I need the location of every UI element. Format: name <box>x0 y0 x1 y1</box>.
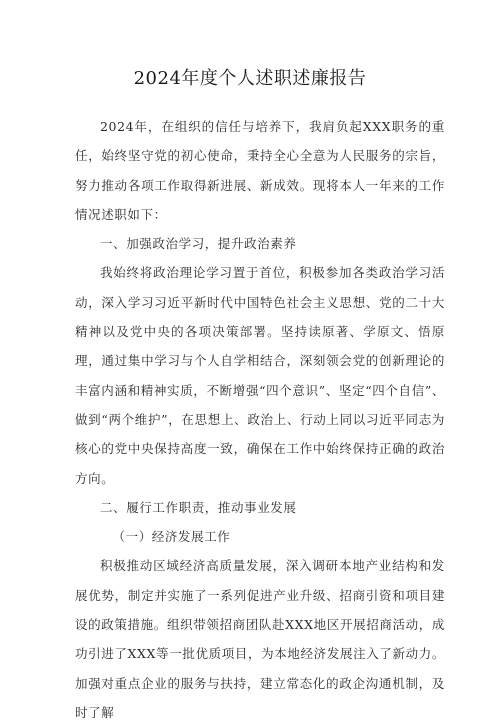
section-1-heading: 一、加强政治学习，提升政治素养 <box>100 236 297 252</box>
document-body <box>75 112 445 727</box>
section-2-subheading-1: （一）经济发展工作 <box>112 529 231 545</box>
document-title: 2024年度个人述职述廉报告 <box>133 68 367 89</box>
section-2-heading: 二、履行工作职责，推动事业发展 <box>100 499 297 515</box>
section-2-sub-1-paragraph: 积极推动区域经济高质量发展，深入调研本地产业结构和发展优势，制定并实施了一系列促进产业升级、招商引资和项目建设的政策措施。组织带领招商团队赴XXX地区开展招商活动，成功引进了XXX等一批优质项目，为本地经济发展注入了新动力。加强对重点企业的服务与扶持，建立常态化的政企沟通机制，及时了解 <box>75 558 445 720</box>
intro-paragraph: 2024年，在组织的信任与培养下，我肩负起XXX职务的重任，始终坚守党的初心使命，秉持全心全意为人民服务的宗旨，努力推动各项工作取得新进展、新成效。现将本人一年来的工作情况述职如下： <box>75 119 445 222</box>
section-1-paragraph: 我始终将政治理论学习置于首位，积极参加各类政治学习活动，深入学习习近平新时代中国特色社会主义思想、党的二十大精神以及党中央的各项决策部署。坚持读原著、学原文、悟原理，通过集中学习与个人自学相结合，深刻领会党的创新理论的丰富内涵和精神实质，不断增强“四个意识”、坚定“四个自信”、做到“两个维护”，在思想上、政治上、行动上同以习近平同志为核心的党中央保持高度一致，确保在工作中始终保持正确的政治方向。 <box>75 265 445 486</box>
